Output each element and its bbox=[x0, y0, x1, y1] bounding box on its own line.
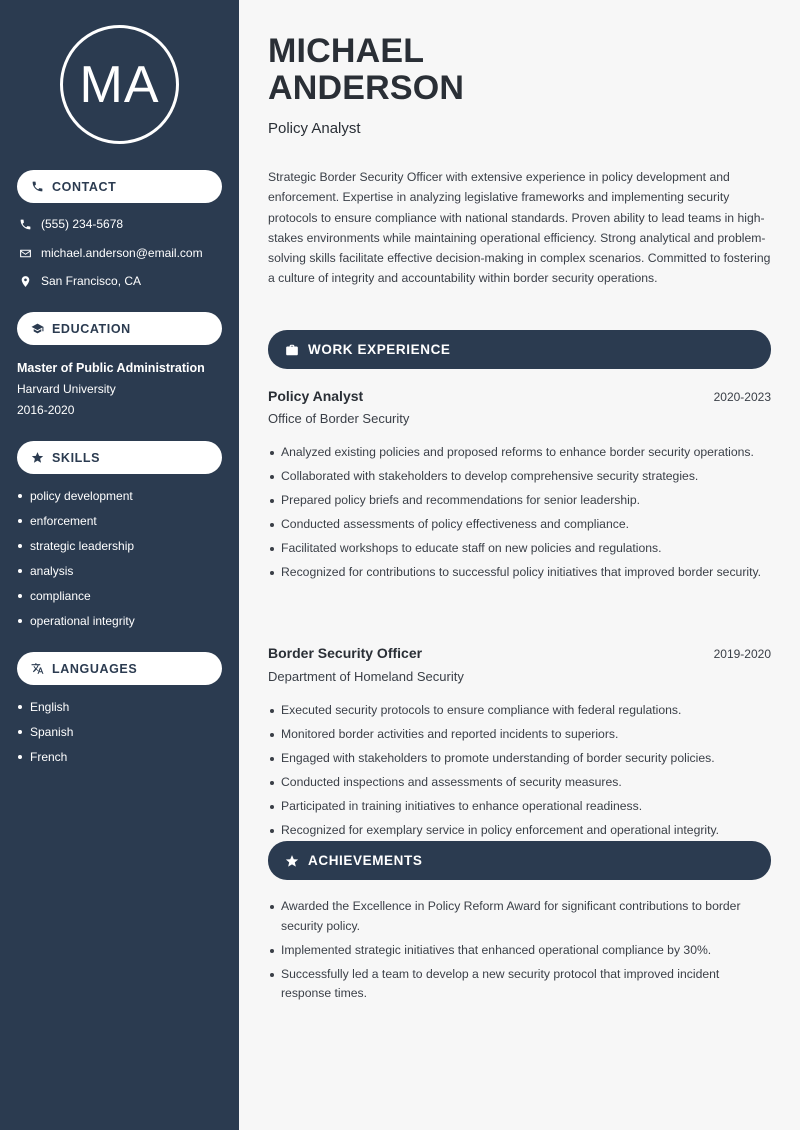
languages-heading: LANGUAGES bbox=[52, 661, 138, 676]
achievements-heading: ACHIEVEMENTS bbox=[308, 853, 423, 868]
education-heading: EDUCATION bbox=[52, 321, 131, 336]
graduation-cap-icon bbox=[30, 322, 44, 336]
languages-heading-pill bbox=[17, 652, 222, 685]
education-years: 2016-2020 bbox=[17, 403, 75, 417]
job-organization: Office of Border Security bbox=[268, 411, 410, 426]
job-bullet: Monitored border activities and reported incidents to superiors. bbox=[268, 725, 771, 745]
contact-location: San Francisco, CA bbox=[41, 274, 142, 288]
contact-email[interactable]: michael.anderson@email.com bbox=[41, 246, 203, 260]
skill-item: enforcement bbox=[17, 513, 135, 538]
monogram-avatar bbox=[60, 25, 179, 144]
job-bullet: Analyzed existing policies and proposed reforms to enhance border security operations. bbox=[268, 443, 771, 463]
job-bullet: Conducted assessments of policy effectiveness and compliance. bbox=[268, 515, 771, 535]
languages-list bbox=[17, 699, 73, 774]
job-bullet: Facilitated workshops to educate staff on new policies and regulations. bbox=[268, 539, 771, 559]
skill-item: operational integrity bbox=[17, 613, 135, 638]
star-icon bbox=[285, 854, 299, 868]
job-bullet: Recognized for contributions to successful policy initiatives that improved border security. bbox=[268, 563, 771, 583]
job-bullets bbox=[268, 443, 771, 587]
achievement-item: Implemented strategic initiatives that enhanced operational compliance by 30%. bbox=[268, 941, 771, 961]
achievements-heading-bar bbox=[268, 841, 771, 880]
contact-phone-row bbox=[18, 217, 123, 231]
contact-location-row bbox=[18, 274, 141, 288]
job-header bbox=[268, 388, 771, 404]
job-organization: Department of Homeland Security bbox=[268, 669, 464, 684]
job-years: 2020-2023 bbox=[713, 390, 771, 404]
job-bullet: Recognized for exemplary service in policy enforcement and operational integrity. bbox=[268, 821, 771, 841]
achievement-item: Awarded the Excellence in Policy Reform Award for significant contributions to border security policy. bbox=[268, 897, 771, 936]
job-bullets bbox=[268, 701, 771, 845]
skill-item: policy development bbox=[17, 488, 135, 513]
briefcase-icon bbox=[285, 343, 299, 357]
candidate-name-first: MICHAEL bbox=[268, 32, 425, 70]
education-heading-pill bbox=[17, 312, 222, 345]
job-header bbox=[268, 645, 771, 661]
education-school: Harvard University bbox=[17, 382, 116, 396]
achievements-list bbox=[268, 897, 771, 1008]
monogram-initials: MA bbox=[79, 55, 160, 114]
sidebar bbox=[0, 0, 239, 1130]
language-item: Spanish bbox=[17, 724, 73, 749]
contact-heading-pill bbox=[17, 170, 222, 203]
candidate-name bbox=[268, 33, 464, 107]
contact-email-row bbox=[18, 246, 203, 260]
map-pin-icon bbox=[18, 274, 32, 288]
skill-item: compliance bbox=[17, 588, 135, 613]
job-role: Policy Analyst bbox=[268, 388, 364, 404]
job-bullet: Prepared policy briefs and recommendations for senior leadership. bbox=[268, 491, 771, 511]
skills-heading-pill bbox=[17, 441, 222, 474]
work-experience-heading-bar bbox=[268, 330, 771, 369]
profile-summary: Strategic Border Security Officer with extensive experience in policy development and enforcement. Expertise in analyzing legislative frameworks and implementing security protocols to ensure compliance with national standards. Proven ability to lead teams in high-stakes environments while maintaining operational efficiency. Strong analytical and problem-solving skills facilitate effective decision-making in complex scenarios. Committed to fostering a culture of integrity and accountability within border security operations. bbox=[268, 170, 771, 286]
candidate-name-last: ANDERSON bbox=[268, 69, 465, 107]
language-item: English bbox=[17, 699, 73, 724]
job-bullet: Collaborated with stakeholders to develop comprehensive security strategies. bbox=[268, 467, 771, 487]
skill-item: strategic leadership bbox=[17, 538, 135, 563]
skill-item: analysis bbox=[17, 563, 135, 588]
envelope-icon bbox=[18, 246, 32, 260]
education-entry bbox=[17, 360, 232, 418]
job-bullet: Participated in training initiatives to enhance operational readiness. bbox=[268, 797, 771, 817]
job-bullet: Conducted inspections and assessments of security measures. bbox=[268, 773, 771, 793]
job-years: 2019-2020 bbox=[713, 647, 771, 661]
job-role: Border Security Officer bbox=[268, 645, 423, 661]
job-bullet: Executed security protocols to ensure compliance with federal regulations. bbox=[268, 701, 771, 721]
phone-icon bbox=[18, 217, 32, 231]
job-bullet: Engaged with stakeholders to promote understanding of border security policies. bbox=[268, 749, 771, 769]
contact-phone: (555) 234-5678 bbox=[41, 217, 124, 231]
work-experience-heading: WORK EXPERIENCE bbox=[308, 342, 451, 357]
star-icon bbox=[30, 451, 44, 465]
candidate-title: Policy Analyst bbox=[268, 120, 361, 137]
skills-list bbox=[17, 488, 135, 638]
skills-heading: SKILLS bbox=[52, 450, 101, 465]
achievement-item: Successfully led a team to develop a new security protocol that improved incident response times. bbox=[268, 965, 771, 1004]
phone-icon bbox=[30, 180, 44, 194]
education-degree: Master of Public Administration bbox=[17, 361, 205, 375]
language-item: French bbox=[17, 749, 73, 774]
contact-heading: CONTACT bbox=[52, 179, 117, 194]
translate-icon bbox=[30, 662, 44, 676]
